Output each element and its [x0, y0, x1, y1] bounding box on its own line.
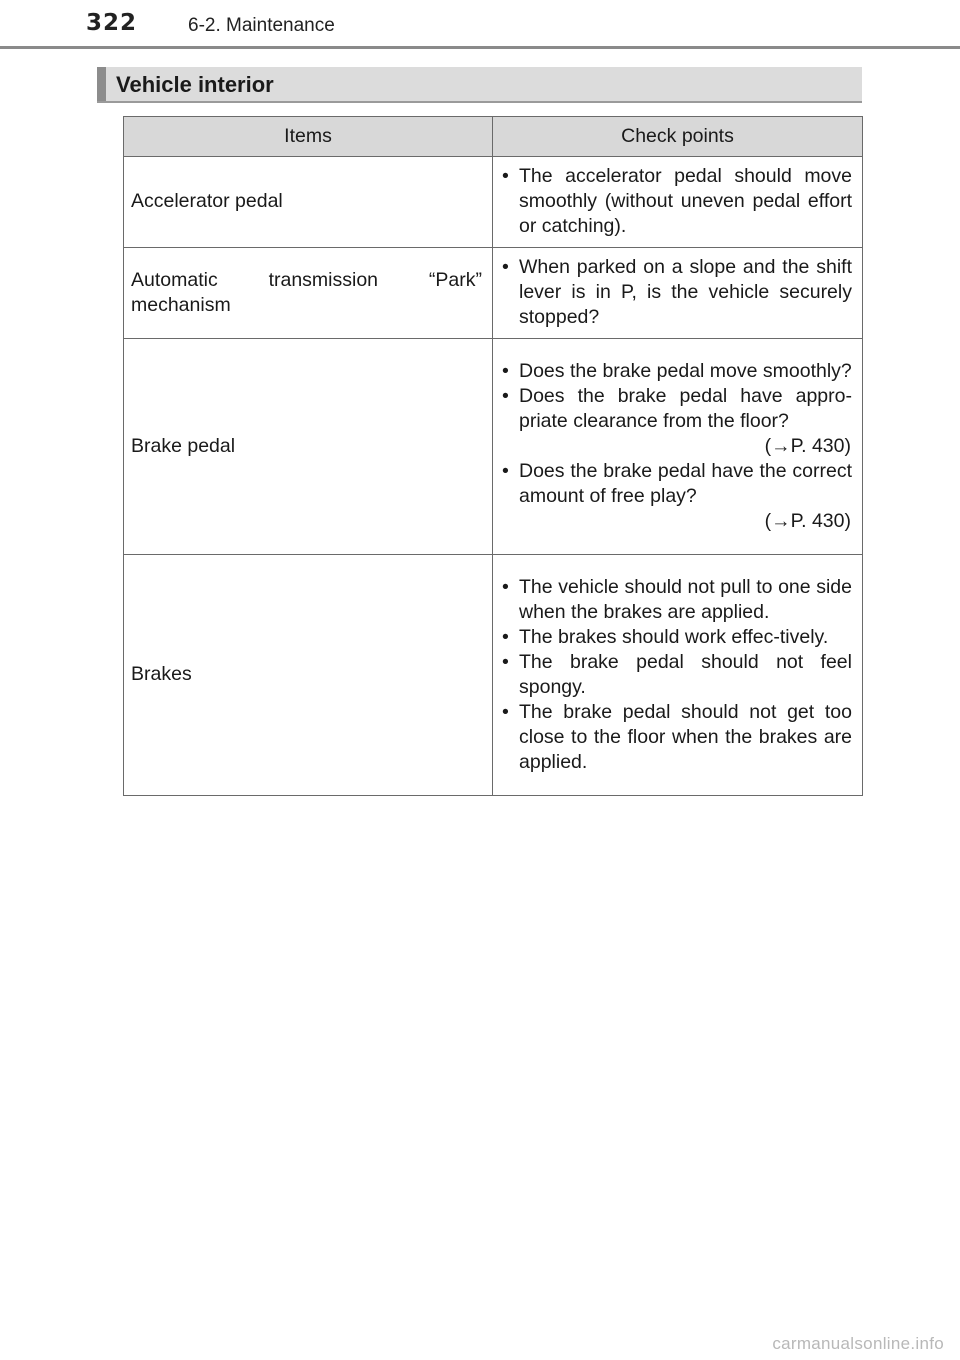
check-points-list: [500, 575, 852, 775]
check-point: • The vehicle should not pull to one side when the brakes are applied.: [500, 575, 852, 625]
page-reference: (→P. 430): [764, 434, 851, 457]
check-point: • When parked on a slope and the shift lever is in P, is the vehicle securely stopped?: [500, 255, 852, 330]
check-points-list: [500, 359, 852, 534]
table-row: [124, 157, 863, 248]
section-banner-accent: [97, 67, 106, 101]
check-point-text: Does the brake pedal have appro-priate clearance from the floor?: [519, 384, 852, 432]
check-points-list: [500, 255, 852, 330]
item-cell: Brakes: [124, 555, 493, 796]
check-point: [500, 384, 852, 459]
check-point-text: Does the brake pedal have the correct amount of free play?: [519, 459, 852, 507]
header-rule: [0, 46, 960, 49]
table-header-row: [124, 117, 863, 157]
item-cell-line: Automatic transmission “Park”: [131, 269, 482, 291]
column-header-check-points: Check points: [493, 117, 863, 157]
check-points-cell: [493, 157, 863, 248]
item-cell: Brake pedal: [124, 339, 493, 555]
chapter-title: 6-2. Maintenance: [188, 15, 335, 36]
section-banner: [97, 67, 862, 103]
check-point: • The brake pedal should not feel spongy.: [500, 650, 852, 700]
item-cell: Accelerator pedal: [124, 157, 493, 248]
check-point: • The brake pedal should not get too close to the floor when the brakes are applied.: [500, 700, 852, 775]
table-row: [124, 339, 863, 555]
item-cell: [124, 248, 493, 339]
table-row: [124, 555, 863, 796]
check-table: [123, 116, 863, 796]
table-row: [124, 248, 863, 339]
check-points-cell: [493, 248, 863, 339]
check-point: [500, 459, 852, 534]
check-points-list: [500, 164, 852, 239]
page-reference: (→P. 430): [764, 509, 851, 532]
check-points-cell: [493, 555, 863, 796]
section-title: Vehicle interior: [116, 72, 274, 97]
page-number: 322: [86, 10, 138, 36]
check-point: • The brakes should work effec-tively.: [500, 625, 852, 650]
check-points-cell: [493, 339, 863, 555]
item-cell-line: mechanism: [131, 294, 231, 316]
column-header-items: Items: [124, 117, 493, 157]
check-point: • Does the brake pedal move smoothly?: [500, 359, 852, 384]
watermark: carmanualsonline.info: [772, 1334, 944, 1353]
check-point: • The accelerator pedal should move smoothly (without uneven pedal effort or catching).: [500, 164, 852, 239]
